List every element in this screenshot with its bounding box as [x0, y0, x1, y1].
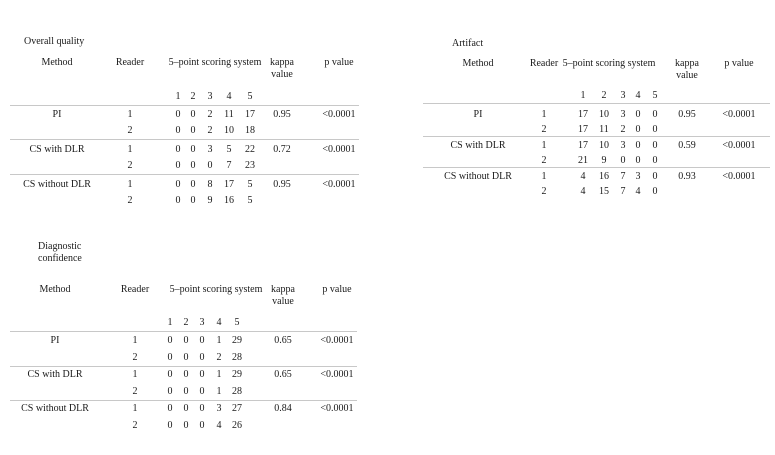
score-count: 0: [175, 144, 181, 155]
score-column-header: 3: [199, 317, 205, 328]
score-count: 2: [216, 352, 222, 363]
score-count: 0: [652, 124, 658, 135]
reader-number: 2: [541, 155, 547, 166]
score-count: 9: [207, 195, 213, 206]
p-value: <0.0001: [320, 369, 354, 380]
score-count: 28: [232, 352, 242, 363]
table-rule: [423, 103, 770, 104]
kappa-value: 0.95: [273, 179, 291, 190]
reader-number: 1: [541, 109, 547, 120]
score-count: 29: [232, 335, 242, 346]
score-column-header: 3: [620, 90, 626, 101]
score-column-header: 3: [207, 91, 213, 102]
table-rule: [10, 331, 357, 332]
kappa-value: 0.84: [274, 403, 292, 414]
table-rule: [10, 366, 357, 367]
table-rule: [10, 105, 359, 106]
column-header-scoring: 5–point scoring system: [562, 58, 656, 69]
score-count: 1: [216, 386, 222, 397]
score-count: 0: [652, 186, 658, 197]
score-count: 0: [199, 335, 205, 346]
table-rule: [423, 167, 770, 168]
score-count: 22: [245, 144, 255, 155]
score-count: 10: [599, 140, 609, 151]
column-header-method: Method: [41, 57, 73, 68]
p-value: <0.0001: [322, 144, 356, 155]
score-column-header: 2: [190, 91, 196, 102]
score-count: 0: [620, 155, 626, 166]
method-label: PI: [473, 109, 483, 120]
score-column-header: 1: [175, 91, 181, 102]
table-title: Overall quality: [24, 36, 85, 47]
score-count: 7: [620, 186, 626, 197]
score-count: 21: [578, 155, 588, 166]
score-count: 3: [620, 140, 626, 151]
score-count: 0: [199, 403, 205, 414]
score-count: 17: [578, 140, 588, 151]
score-count: 0: [175, 109, 181, 120]
reader-number: 1: [127, 109, 133, 120]
score-count: 3: [207, 144, 213, 155]
reader-number: 1: [132, 335, 138, 346]
reader-number: 2: [541, 124, 547, 135]
score-count: 0: [175, 160, 181, 171]
score-count: 7: [226, 160, 232, 171]
table-title: Diagnostic confidence: [38, 241, 82, 264]
kappa-value: 0.65: [274, 369, 292, 380]
score-count: 1: [216, 335, 222, 346]
method-label: CS without DLR: [21, 403, 89, 414]
score-count: 11: [599, 124, 609, 135]
kappa-value: 0.95: [678, 109, 696, 120]
reader-number: 2: [127, 125, 133, 136]
score-count: 28: [232, 386, 242, 397]
reader-number: 1: [127, 144, 133, 155]
table-rule: [10, 139, 359, 140]
column-header-kappa: kappa value: [270, 57, 294, 80]
score-count: 0: [199, 386, 205, 397]
score-count: 0: [183, 352, 189, 363]
score-table: [423, 38, 773, 238]
column-header-scoring: 5–point scoring system: [168, 57, 262, 68]
score-count: 7: [620, 171, 626, 182]
score-count: 8: [207, 179, 213, 190]
method-label: CS with DLR: [29, 144, 85, 155]
reader-number: 1: [132, 369, 138, 380]
score-count: 0: [635, 140, 641, 151]
score-count: 0: [199, 420, 205, 431]
score-column-header: 5: [652, 90, 658, 101]
score-count: 9: [601, 155, 607, 166]
reader-number: 2: [132, 352, 138, 363]
score-count: 0: [175, 179, 181, 190]
score-count: 16: [599, 171, 609, 182]
score-count: 4: [580, 186, 586, 197]
method-label: PI: [50, 335, 60, 346]
score-count: 0: [652, 155, 658, 166]
score-column-header: 4: [226, 91, 232, 102]
score-count: 3: [635, 171, 641, 182]
score-count: 0: [190, 195, 196, 206]
p-value: <0.0001: [320, 335, 354, 346]
column-header-kappa: kappa value: [675, 58, 699, 81]
score-count: 0: [635, 124, 641, 135]
score-count: 0: [175, 125, 181, 136]
score-count: 0: [635, 155, 641, 166]
p-value: <0.0001: [322, 109, 356, 120]
table-rule: [10, 400, 357, 401]
score-count: 0: [190, 109, 196, 120]
score-count: 17: [578, 124, 588, 135]
score-count: 0: [207, 160, 213, 171]
score-column-header: 2: [183, 317, 189, 328]
score-count: 17: [224, 179, 234, 190]
p-value: <0.0001: [722, 171, 756, 182]
score-table: [10, 36, 360, 236]
score-count: 5: [226, 144, 232, 155]
score-count: 0: [167, 369, 173, 380]
p-value: <0.0001: [322, 179, 356, 190]
table-title: Artifact: [452, 38, 484, 49]
score-count: 0: [652, 140, 658, 151]
reader-number: 1: [541, 140, 547, 151]
reader-number: 2: [132, 386, 138, 397]
score-count: 2: [620, 124, 626, 135]
score-count: 23: [245, 160, 255, 171]
reader-number: 1: [541, 171, 547, 182]
reader-number: 2: [132, 420, 138, 431]
score-count: 0: [167, 420, 173, 431]
method-label: PI: [52, 109, 62, 120]
score-count: 18: [245, 125, 255, 136]
score-count: 0: [190, 144, 196, 155]
reader-number: 2: [127, 160, 133, 171]
method-label: CS without DLR: [444, 171, 512, 182]
reader-number: 2: [127, 195, 133, 206]
score-count: 3: [216, 403, 222, 414]
score-count: 0: [183, 386, 189, 397]
score-column-header: 5: [247, 91, 253, 102]
method-label: CS with DLR: [450, 140, 506, 151]
score-column-header: 5: [234, 317, 240, 328]
score-count: 0: [175, 195, 181, 206]
kappa-value: 0.59: [678, 140, 696, 151]
kappa-value: 0.65: [274, 335, 292, 346]
score-count: 17: [245, 109, 255, 120]
score-count: 0: [167, 335, 173, 346]
score-count: 0: [167, 352, 173, 363]
score-count: 0: [167, 386, 173, 397]
score-count: 3: [620, 109, 626, 120]
table-rule: [10, 174, 359, 175]
score-count: 11: [224, 109, 234, 120]
kappa-value: 0.93: [678, 171, 696, 182]
score-count: 0: [167, 403, 173, 414]
score-count: 0: [183, 403, 189, 414]
column-header-pvalue: p value: [324, 57, 354, 68]
p-value: <0.0001: [722, 109, 756, 120]
column-header-method: Method: [462, 58, 494, 69]
score-count: 2: [207, 109, 213, 120]
score-count: 0: [652, 171, 658, 182]
column-header-method: Method: [39, 284, 71, 295]
score-count: 17: [578, 109, 588, 120]
score-count: 27: [232, 403, 242, 414]
score-count: 10: [224, 125, 234, 136]
score-column-header: 1: [580, 90, 586, 101]
score-count: 0: [190, 125, 196, 136]
score-count: 0: [190, 160, 196, 171]
score-count: 0: [190, 179, 196, 190]
score-count: 0: [652, 109, 658, 120]
score-count: 10: [599, 109, 609, 120]
score-count: 0: [199, 369, 205, 380]
method-label: CS with DLR: [27, 369, 83, 380]
score-count: 29: [232, 369, 242, 380]
kappa-value: 0.72: [273, 144, 291, 155]
column-header-pvalue: p value: [322, 284, 352, 295]
score-count: 15: [599, 186, 609, 197]
score-count: 26: [232, 420, 242, 431]
column-header-reader: Reader: [529, 58, 559, 69]
column-header-reader: Reader: [120, 284, 150, 295]
table-rule: [423, 136, 770, 137]
score-count: 1: [216, 369, 222, 380]
score-count: 0: [183, 335, 189, 346]
score-count: 0: [183, 420, 189, 431]
score-column-header: 4: [635, 90, 641, 101]
column-header-kappa: kappa value: [271, 284, 295, 307]
score-count: 0: [199, 352, 205, 363]
score-count: 5: [247, 179, 253, 190]
score-count: 5: [247, 195, 253, 206]
kappa-value: 0.95: [273, 109, 291, 120]
score-column-header: 4: [216, 317, 222, 328]
reader-number: 1: [132, 403, 138, 414]
reader-number: 1: [127, 179, 133, 190]
column-header-reader: Reader: [115, 57, 145, 68]
score-count: 2: [207, 125, 213, 136]
p-value: <0.0001: [320, 403, 354, 414]
column-header-pvalue: p value: [724, 58, 754, 69]
score-count: 0: [635, 109, 641, 120]
score-column-header: 1: [167, 317, 173, 328]
score-column-header: 2: [601, 90, 607, 101]
score-count: 4: [580, 171, 586, 182]
column-header-scoring: 5–point scoring system: [169, 284, 263, 295]
score-table: [10, 241, 360, 455]
score-count: 0: [183, 369, 189, 380]
score-count: 16: [224, 195, 234, 206]
p-value: <0.0001: [722, 140, 756, 151]
reader-number: 2: [541, 186, 547, 197]
score-count: 4: [635, 186, 641, 197]
method-label: CS without DLR: [23, 179, 91, 190]
score-count: 4: [216, 420, 222, 431]
